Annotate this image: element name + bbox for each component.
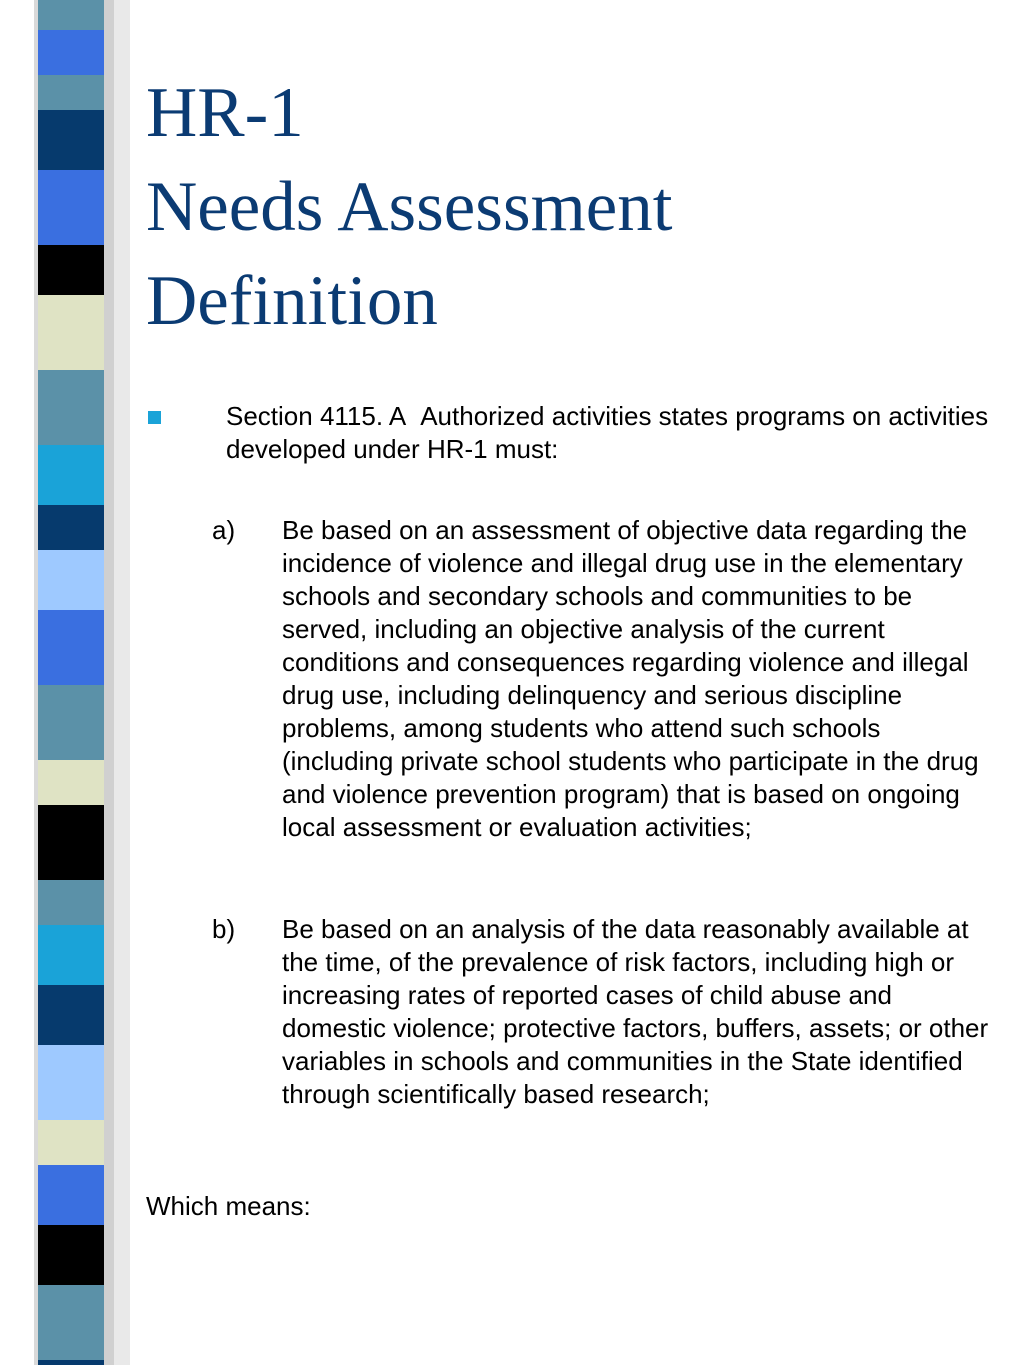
title-line-1: HR-1	[146, 74, 304, 152]
closing-text: Which means:	[146, 1191, 311, 1221]
decorative-stripe	[0, 0, 130, 1365]
intro-bullet	[146, 400, 996, 466]
square-bullet-icon	[148, 411, 161, 424]
slide-title	[146, 66, 1006, 348]
title-line-2: Needs Assessment	[146, 168, 673, 246]
list-item	[212, 913, 992, 1111]
intro-body: Authorized activities states programs on activities developed under HR-1 must:	[226, 401, 989, 464]
list-item	[212, 514, 992, 844]
section-reference: Section 4115. A	[226, 401, 407, 431]
list-marker: a)	[212, 515, 236, 545]
intro-text	[226, 400, 996, 466]
list-item-text: Be based on an assessment of objective data regarding the incidence of violence and illegal drug use in the elementary schools and secondary schools and communities to be served, including an objective analysis of the current conditions and consequences regarding violence and illegal drug use, including delinquency and serious discipline problems, among students who attend such schools (including private school students who participate in the drug and violence prevention program) that is based on ongoing local assessment or evaluation activities;	[282, 515, 979, 842]
title-line-3: Definition	[146, 262, 438, 340]
list-item-text: Be based on an analysis of the data reasonably available at the time, of the prevalence of risk factors, including high or increasing rates of reported cases of child abuse and domestic violence; protective factors, buffers, assets; or other variables in schools and communities in the State identified through scientifically based research;	[282, 914, 989, 1109]
list-marker: b)	[212, 914, 236, 944]
